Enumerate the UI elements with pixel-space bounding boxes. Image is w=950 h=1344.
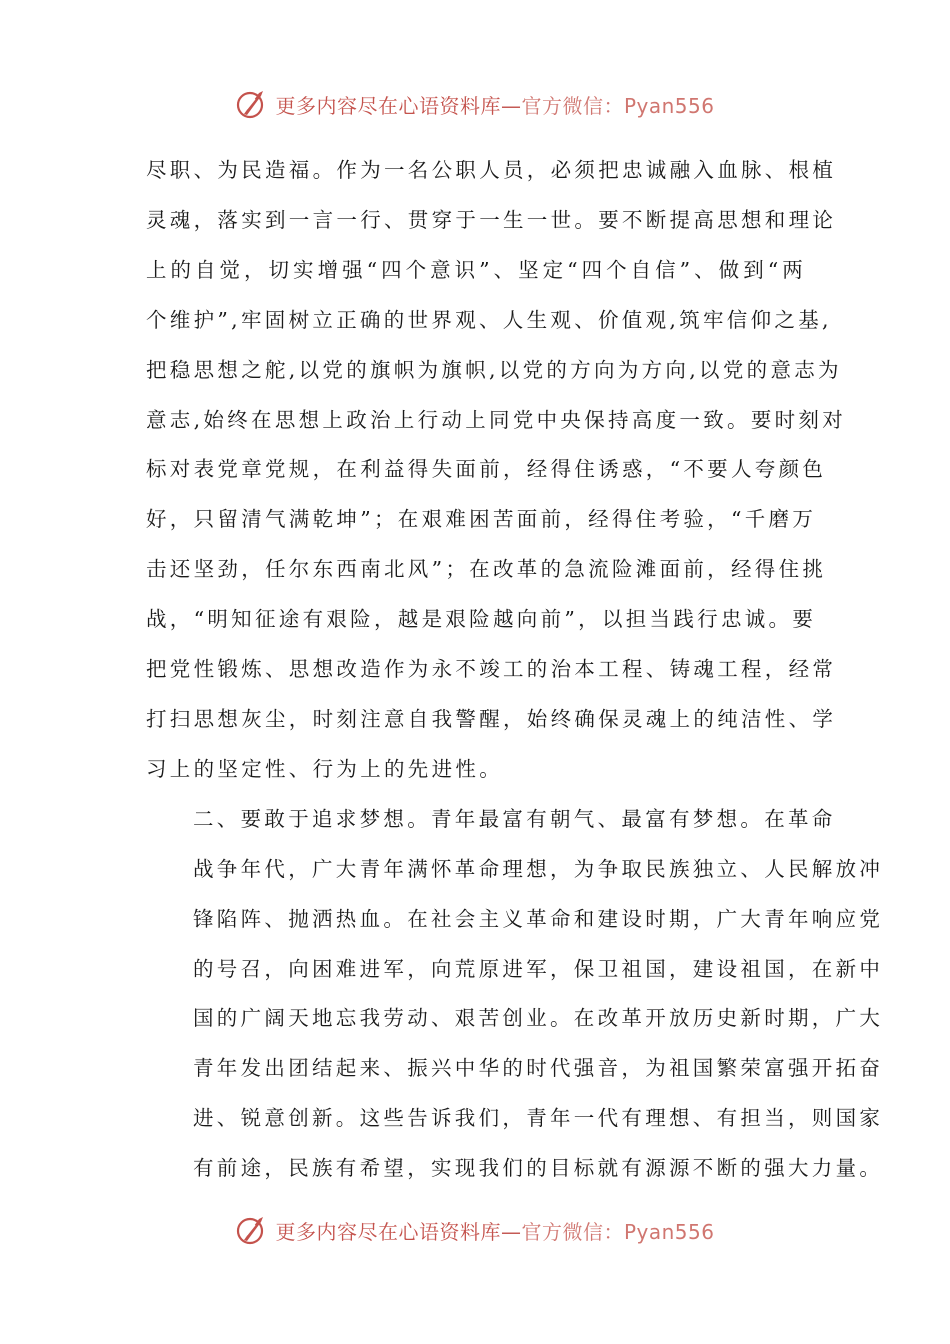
text-line: 习上的坚定性、行为上的先进性。 (146, 756, 503, 781)
header-site-text: 更多内容尽在心语资料库 (275, 93, 501, 118)
footer-banner (0, 1210, 950, 1250)
text-line: 的号召，向困难进军，向荒原进军，保卫祖国，建设祖国，在新中 (193, 956, 884, 981)
text-line: 战争年代，广大青年满怀革命理想，为争取民族独立、人民解放冲 (193, 856, 884, 881)
header-banner (0, 84, 950, 124)
text-line: 二、要敢于追求梦想。青年最富有朝气、最富有梦想。在革命 (193, 806, 836, 831)
footer-site-text: 更多内容尽在心语资料库 (275, 1219, 501, 1244)
text-line: 灵魂，落实到一言一行、贯穿于一生一世。要不断提高思想和理论 (146, 207, 837, 232)
text-line: 锋陷阵、抛洒热血。在社会主义革命和建设时期，广大青年响应党 (193, 906, 884, 931)
text-line: 有前途，民族有希望，实现我们的目标就有源源不断的强大力量。 (193, 1156, 884, 1181)
footer-wechat-text: 官方微信：Pyan556 (521, 1219, 715, 1244)
text-line: 个维护”,牢固树立正确的世界观、人生观、价值观,筑牢信仰之基, (146, 307, 832, 332)
document-body (146, 146, 884, 1194)
text-line: 标对表党章党规，在利益得失面前，经得住诱惑，“不要人夸颜色 (146, 457, 827, 482)
text-line: 好，只留清气满乾坤”；在艰难困苦面前，经得住考验，“千磨万 (146, 507, 817, 532)
text-line: 意志,始终在思想上政治上行动上同党中央保持高度一致。要时刻对 (146, 407, 847, 432)
text-line: 把稳思想之舵,以党的旗帜为旗帜,以党的方向为方向,以党的意志为 (146, 357, 842, 382)
text-line: 击还坚劲，任尔东西南北风”；在改革的急流险滩面前，经得住挑 (146, 557, 827, 582)
header-text (275, 90, 714, 119)
footer-separator: — (500, 1219, 522, 1244)
paragraph-1 (146, 146, 847, 795)
quill-pen-logo-icon (235, 87, 269, 121)
footer-text (275, 1216, 714, 1245)
text-line: 进、锐意创新。这些告诉我们，青年一代有理想、有担当，则国家 (193, 1106, 884, 1131)
paragraph-2 (146, 795, 884, 1194)
quill-pen-logo-icon (235, 1213, 269, 1247)
text-line: 把党性锻炼、思想改造作为永不竣工的治本工程、铸魂工程，经常 (146, 657, 837, 682)
text-line: 战，“明知征途有艰险，越是艰险越向前”，以担当践行忠诚。要 (146, 607, 817, 632)
text-line: 打扫思想灰尘，时刻注意自我警醒，始终确保灵魂上的纯洁性、学 (146, 706, 837, 731)
text-line: 上的自觉，切实增强“四个意识”、坚定“四个自信”、做到“两 (146, 257, 806, 282)
text-line: 国的广阔天地忘我劳动、艰苦创业。在改革开放历史新时期，广大 (193, 1006, 884, 1031)
text-line: 尽职、为民造福。作为一名公职人员，必须把忠诚融入血脉、根植 (146, 158, 837, 182)
header-separator: — (500, 93, 522, 118)
header-wechat-text: 官方微信：Pyan556 (521, 93, 715, 118)
text-line: 青年发出团结起来、振兴中华的时代强音，为祖国繁荣富强开拓奋 (193, 1056, 884, 1081)
